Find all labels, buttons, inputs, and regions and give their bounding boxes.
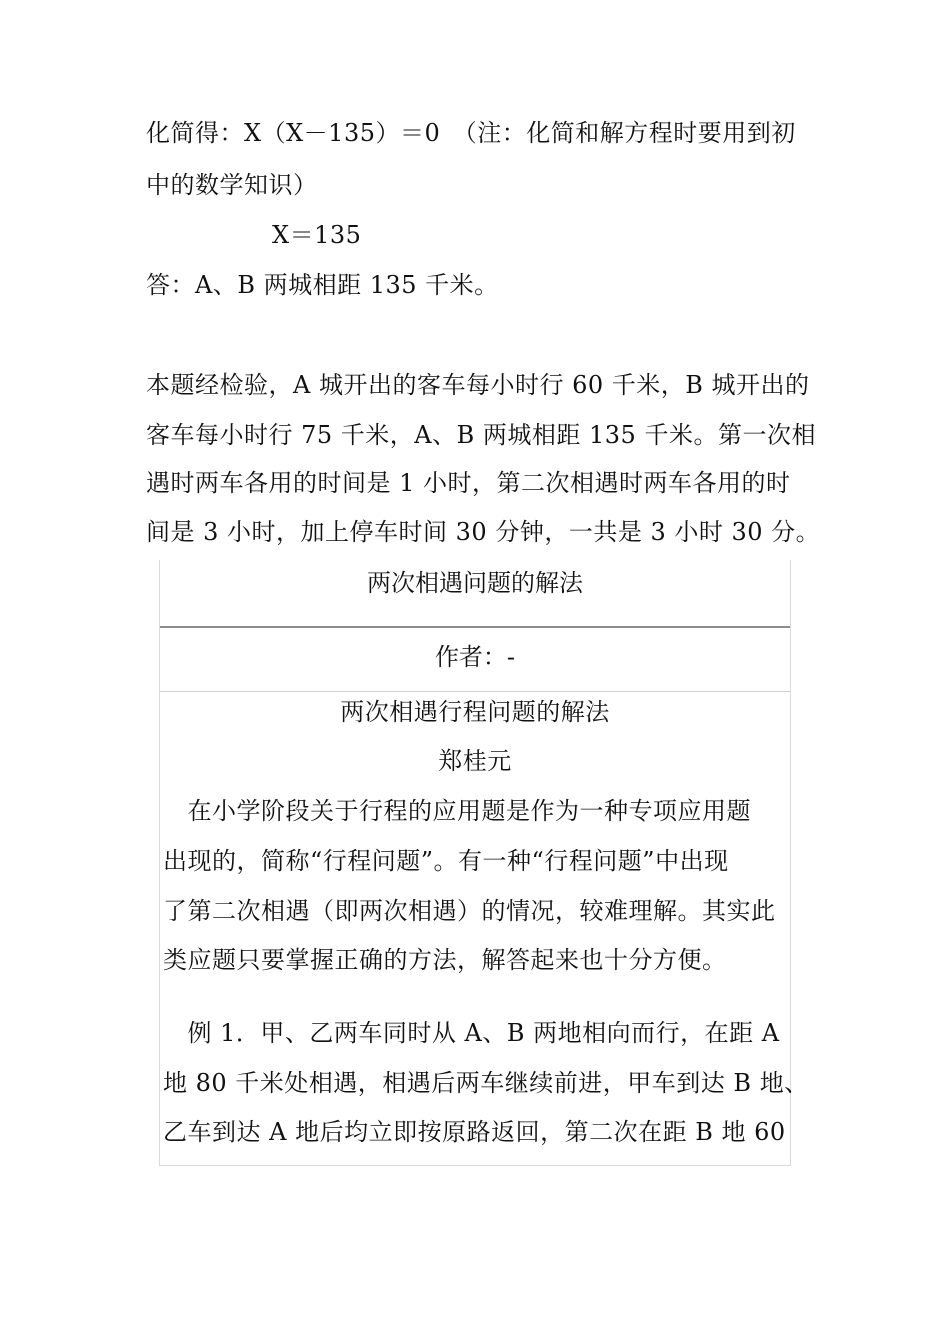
- intro-line-2: 中的数学知识）: [146, 171, 318, 199]
- author-divider: [160, 691, 790, 692]
- intro-line-1: 化简得：X（X－135）＝0 （注：化简和解方程时要用到初: [146, 119, 796, 147]
- para1-line-1: 在小学阶段关于行程的应用题是作为一种专项应用题: [163, 797, 751, 825]
- para2-line-3: 乙车到达 A 地后均立即按原路返回，第二次在距 B 地 60: [163, 1118, 786, 1146]
- check-line-3: 遇时两车各用的时间是 1 小时，第二次相遇时两车各用的时: [146, 469, 791, 497]
- solution-line: X＝135: [272, 221, 362, 249]
- article-title: 两次相遇问题的解法: [367, 569, 583, 597]
- answer-line: 答：A、B 两城相距 135 千米。: [146, 271, 499, 299]
- article-author: 作者：-: [434, 643, 516, 671]
- title-divider: [160, 626, 790, 628]
- article-subtitle: 两次相遇行程问题的解法: [340, 698, 610, 726]
- check-line-4: 间是 3 小时，加上停车时间 30 分钟，一共是 3 小时 30 分。: [146, 518, 821, 546]
- para1-line-3: 了第二次相遇（即两次相遇）的情况，较难理解。其实此: [163, 897, 776, 925]
- para1-line-2: 出现的，简称“行程问题”。有一种“行程问题”中出现: [163, 847, 729, 875]
- para2-line-1: 例 1．甲、乙两车同时从 A、B 两地相向而行，在距 A: [163, 1019, 780, 1047]
- article-box: [159, 560, 809, 1166]
- check-line-1: 本题经检验，A 城开出的客车每小时行 60 千米，B 城开出的: [146, 371, 810, 399]
- para2-line-2: 地 80 千米处相遇，相遇后两车继续前进，甲车到达 B 地、: [163, 1069, 809, 1097]
- para1-line-4: 类应题只要掌握正确的方法，解答起来也十分方便。: [163, 946, 727, 974]
- article-byline: 郑桂元: [438, 747, 512, 775]
- check-line-2: 客车每小时行 75 千米，A、B 两城相距 135 千米。第一次相: [146, 421, 816, 449]
